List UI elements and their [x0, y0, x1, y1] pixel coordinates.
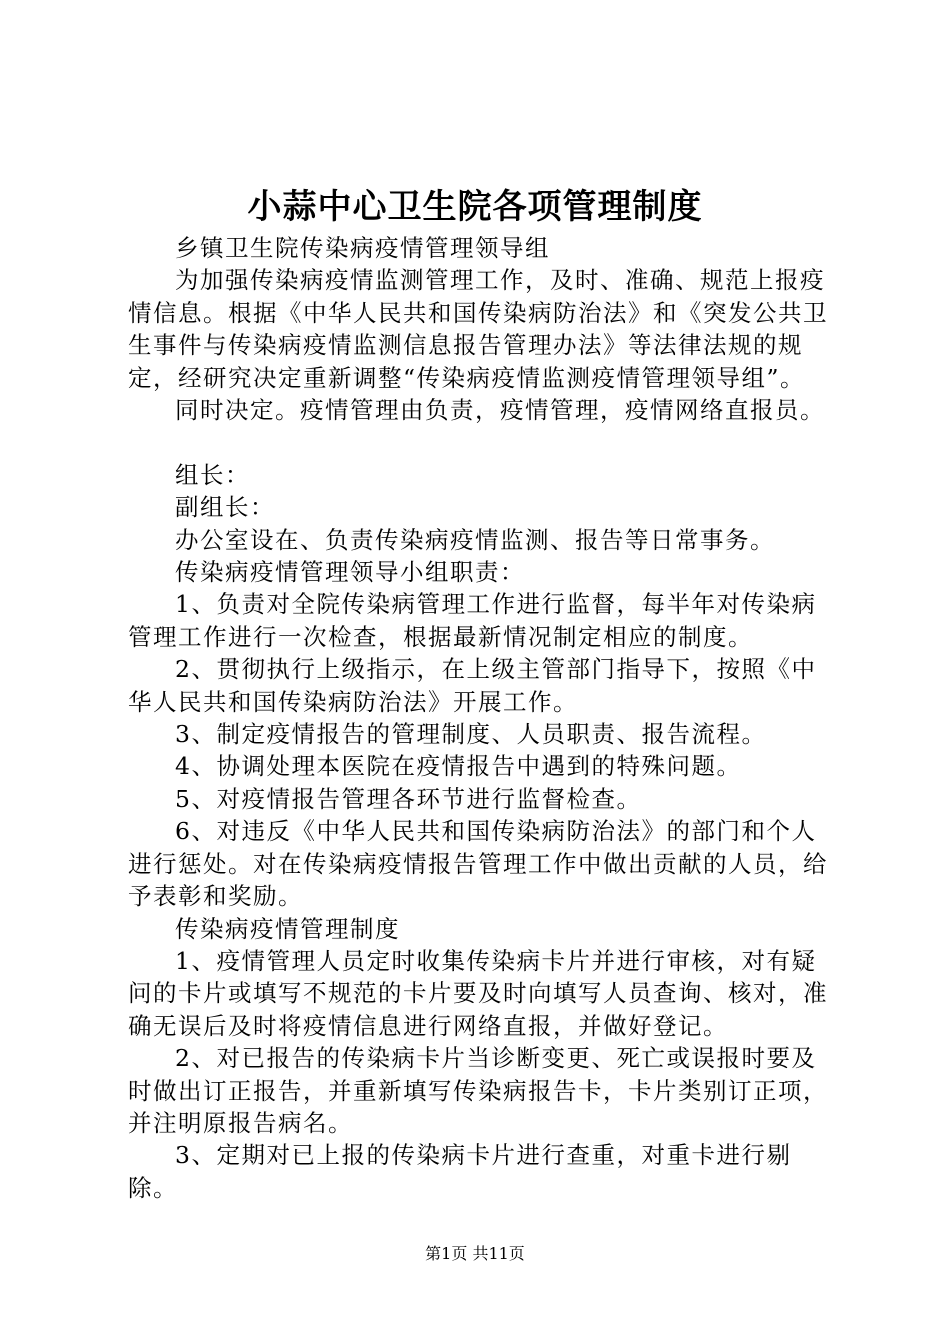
paragraph: 办公室设在、负责传染病疫情监测、报告等日常事务。 [175, 525, 775, 554]
document-body [128, 232, 840, 1204]
paragraph: 6、对违反《中华人民共和国传染病防治法》的部门和个人进行惩处。对在传染病疫情报告管理工作中做出贡献的人员，给予表彰和奖励。 [128, 817, 828, 911]
paragraph: 同时决定。疫情管理由负责，疫情管理，疫情网络直报员。 [175, 396, 825, 425]
paragraph: 3、制定疫情报告的管理制度、人员职责、报告流程。 [175, 720, 767, 749]
paragraph: 4、协调处理本医院在疫情报告中遇到的特殊问题。 [175, 752, 742, 781]
paragraph: 2、贯彻执行上级指示，在上级主管部门指导下，按照《中华人民共和国传染病防治法》开展工作。 [128, 655, 817, 716]
paragraph: 1、疫情管理人员定时收集传染病卡片并进行审核，对有疑问的卡片或填写不规范的卡片要及时向填写人员查询、核对，准确无误后及时将疫情信息进行网络直报，并做好登记。 [128, 946, 828, 1040]
blank-line [128, 426, 840, 458]
paragraph: 乡镇卫生院传染病疫情管理领导组 [175, 234, 550, 262]
paragraph: 3、定期对已上报的传染病卡片进行查重，对重卡进行剔除。 [128, 1141, 792, 1202]
paragraph: 5、对疫情报告管理各环节进行监督检查。 [175, 784, 642, 813]
page-number-footer: 第1页 共11页 [425, 1244, 525, 1263]
paragraph: 为加强传染病疫情监测管理工作，及时、准确、规范上报疫情信息。根据《中华人民共和国传染病防治法》和《突发公共卫生事件与传染病疫情监测信息报告管理办法》等法律法规的规定，经研究决定重新调整“传染病疫情监测疫情管理领导组”。 [128, 266, 828, 392]
paragraph: 传染病疫情管理制度 [175, 914, 400, 943]
paragraph: 传染病疫情管理领导小组职责： [175, 558, 525, 587]
paragraph: 2、对已报告的传染病卡片当诊断变更、死亡或误报时要及时做出订正报告，并重新填写传染病报告卡，卡片类别订正项，并注明原报告病名。 [128, 1044, 828, 1137]
paragraph: 1、负责对全院传染病管理工作进行监督，每半年对传染病管理工作进行一次检查，根据最新情况制定相应的制度。 [128, 590, 817, 651]
paragraph: 副组长： [175, 493, 275, 522]
document-title: 小蒜中心卫生院各项管理制度 [247, 187, 703, 227]
paragraph: 组长： [175, 460, 250, 489]
